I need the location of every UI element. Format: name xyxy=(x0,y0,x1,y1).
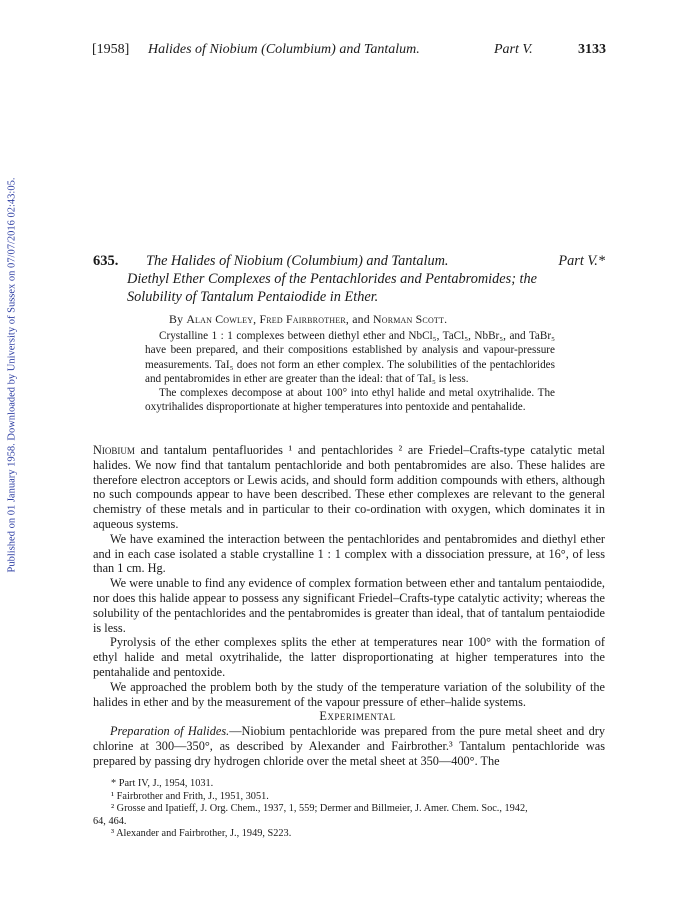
byline-by: By xyxy=(169,312,184,326)
body-paragraph: We were unable to find any evidence of complex formation between ether and tantalum pentaiodide, nor does this halide appear to possess any significant Friedel–Crafts-type catalytic activity; whereas the solubility of the pentachlorides and the pentabromides is greater than ideal, that of tantalum pentaiodide is less. xyxy=(93,576,605,635)
body-paragraph: We approached the problem both by the study of the temperature variation of the solubility of the halides in ether and by the measurement of the vapour pressure of ether–halide systems. xyxy=(93,679,605,709)
footnote: ³ Alexander and Fairbrother, J., 1949, S223. xyxy=(111,828,292,840)
footnote: ² Grosse and Ipatieff, J. Org. Chem., 1937, 1, 559; Dermer and Billmeier, J. Amer. Chem. Soc., 1942, xyxy=(111,803,528,815)
body-paragraph: Pyrolysis of the ether complexes splits the ether at temperatures near 100° with the formation of ethyl halide and metal oxytrihalide, the latter disproportionating at higher temperatures into the pentahalide and pentoxide. xyxy=(93,635,605,679)
watermark-text: Published on 01 January 1958. Downloaded by University of Sussex on 07/07/2016 02:43:05. xyxy=(6,177,18,573)
subsection-lead: Preparation of Halides. xyxy=(110,724,230,739)
paragraph-text: and tantalum pentafluorides ¹ and pentachlorides ² are Friedel–Crafts-type catalytic metal halides. We now find that tantalum pentachloride and both pentabromides are also. These halides are therefore electron acceptors or Lewis acids, and should form addition compounds with ethers, although no such compounds appear to have been described. These ether complexes are relevant to the general chemistry of these metals and in particular to their co-ordination with oxygen, which dominates it in aqueous systems. xyxy=(93,443,605,531)
header-year: [1958] xyxy=(92,42,130,57)
lead-word: Niobium xyxy=(93,443,135,457)
author-name: Norman Scott. xyxy=(373,312,448,326)
section-heading: Experimental xyxy=(319,709,396,724)
header-title: Halides of Niobium (Columbium) and Tantalum. xyxy=(148,42,420,57)
title-line-1: The Halides of Niobium (Columbium) and Tantalum. xyxy=(146,253,449,269)
body-paragraph: We have examined the interaction between the pentachlorides and pentabromides and diethyl ether and in each case isolated a stable crystalline 1 : 1 complex with a dissociation pressure, at 16°, of less than 1 cm. Hg. xyxy=(93,531,605,576)
download-watermark xyxy=(2,160,22,590)
byline-and: and xyxy=(352,312,370,326)
article-number: 635. xyxy=(93,253,119,269)
author-byline xyxy=(169,312,447,327)
abstract xyxy=(145,329,555,415)
abstract-paragraph: The complexes decompose at about 100° into ethyl halide and metal oxytrihalide. The oxytrihalides disproportionate at higher temperatures into pentoxide and pentahalide. xyxy=(145,387,555,414)
footnote: ¹ Fairbrother and Frith, J., 1951, 3051. xyxy=(111,790,269,802)
body-text xyxy=(93,443,605,769)
body-paragraph xyxy=(93,443,605,532)
footnotes xyxy=(93,778,605,841)
title-line-3: Solubility of Tantalum Pentaiodide in Ether. xyxy=(127,289,379,305)
footnote-continuation: 64, 464. xyxy=(93,815,127,827)
abstract-paragraph: Crystalline 1 : 1 complexes between diethyl ether and NbCl₅, TaCl₅, NbBr₅, and TaBr₅ have been prepared, and their compositions established by analysis and vapour-pressure measurements. TaI₅ does not form an ether complex. The solubilities of the pentachlorides and pentabromides in ether are greater than the ideal: that of TaI₅ is less. xyxy=(145,330,555,385)
header-part: Part V. xyxy=(494,42,533,57)
footnote: * Part IV, J., 1954, 1031. xyxy=(111,778,214,789)
article-title xyxy=(93,252,605,305)
paragraph-text: —Niobium pentachloride was prepared from the pure metal sheet and dry chlorine at 300—350°, as described by Alexander and Fairbrother.³ Tantalum pentachloride was prepared by passing dry hydrogen chloride over the metal sheet at 350—400°. The xyxy=(93,724,605,768)
title-part: Part V.* xyxy=(558,253,605,269)
body-paragraph xyxy=(93,724,605,768)
title-line-2: Diethyl Ether Complexes of the Pentachlorides and Pentabromides; the xyxy=(127,271,538,287)
author-name: Alan Cowley, xyxy=(186,312,257,326)
author-name: Fred Fairbrother, xyxy=(259,312,350,326)
page-number: 3133 xyxy=(578,42,606,57)
